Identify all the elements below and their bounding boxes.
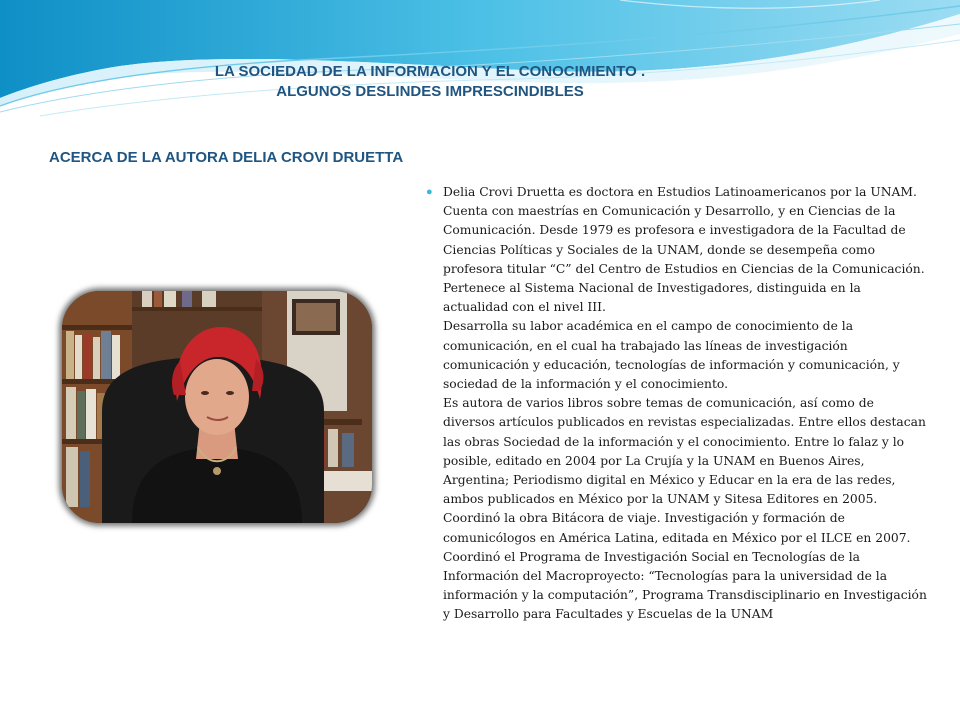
bio-paragraph: Delia Crovi Druetta es doctora en Estudios Latinoamericanos por la UNAM. Cuenta con maestrías en Comunicación y Desarrollo, y en Ciencias de la Comunicación. Desde 1979 es profesora e investigadora de la Facultad de Ciencias Políticas y Sociales de la UNAM, donde se desempeña como profesora titular “C” del Centro de Estudios en Ciencias de la Comunicación. Pertenece al Sistema Nacional de Investigadores, distinguida en la actualidad con el nivel III. — [443, 185, 925, 315]
bio-paragraph: Es autora de varios libros sobre temas de comunicación, así como de diversos artículos publicados en revistas especializadas. Entre ellos destacan las obras Sociedad de la información y el conocimiento. Entre lo falaz y lo posible, editado en 2004 por La Crujía y la UNAM en Buenos Aires, Argentina; Periodismo digital en México y Educar en la era de las redes, ambos publicados en México por la UNAM y Sitesa Editores en 2005. Coordinó la obra Bitácora de viaje. Investigación y formación de comunicólogos en América Latina, editada en México por el ILCE en 2007. — [443, 396, 926, 545]
author-portrait-photo — [62, 291, 372, 523]
section-subtitle: ACERCA DE LA AUTORA DELIA CROVI DRUETTA — [49, 149, 404, 166]
bio-paragraph: Desarrolla su labor académica en el campo de conocimiento de la comunicación, en el cual ha trabajado las líneas de investigación comunicación y educación, tecnologías de información y comunicación, y sociedad de la información y el conocimiento. — [443, 319, 900, 392]
slide-title-line-2: ALGUNOS DESLINDES IMPRESCINDIBLES — [276, 83, 584, 100]
slide-title-line-1: LA SOCIEDAD DE LA INFORMACION Y EL CONOCIMIENTO . — [214, 63, 646, 80]
author-biography — [443, 183, 928, 625]
bio-paragraph: Coordinó el Programa de Investigación Social en Tecnologías de la Información del Macroproyecto: “Tecnologías para la universidad de la información y la computación”, Programa Transdisciplinario en Investigación y Desarrollo para Facultades y Escuelas de la UNAM — [443, 549, 927, 622]
portrait-photo-icon — [62, 291, 372, 523]
wave-header-graphic — [0, 0, 960, 120]
bullet-point-icon: ● — [426, 186, 433, 198]
